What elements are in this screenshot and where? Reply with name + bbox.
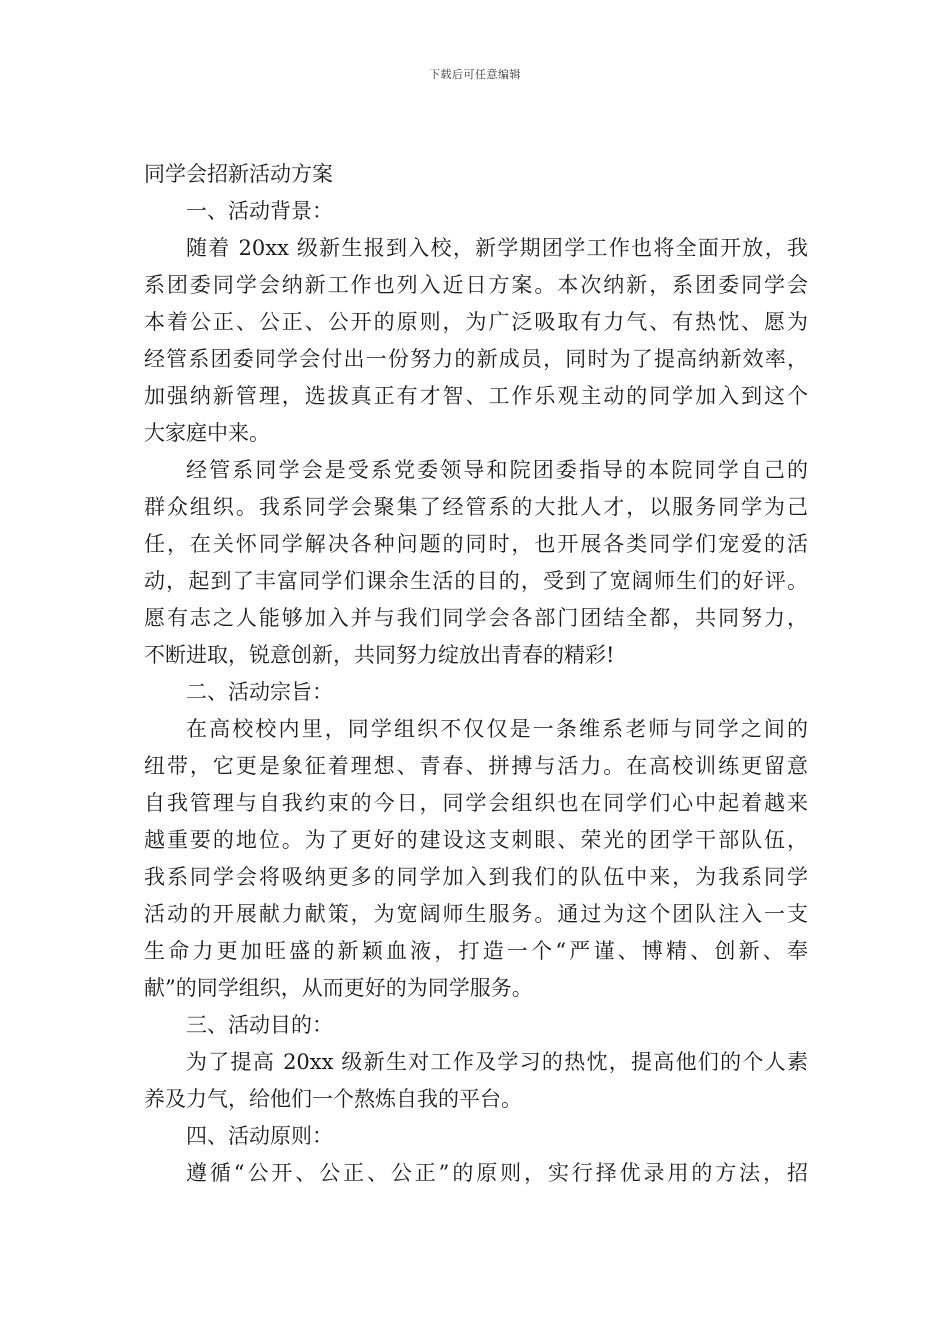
paragraph-line: 经管系团委同学会付出一份努力的新成员，同时为了提高纳新效率， <box>144 347 808 371</box>
paragraph-line: 我系同学会将吸纳更多的同学加入到我们的队伍中来，为我系同学 <box>144 865 808 889</box>
paragraph-line: 为了提高 20xx 级新生对工作及学习的热忱，提高他们的个人素 <box>186 1050 808 1074</box>
paragraph-line: 遵循“公开、公正、公正”的原则，实行择优录用的方法，招 <box>186 1161 808 1185</box>
section-heading-purpose: 二、活动宗旨： <box>186 680 333 704</box>
paragraph-line: 生命力更加旺盛的新颖血液，打造一个“严谨、博精、创新、奉 <box>144 939 808 963</box>
paragraph <box>144 1155 808 1192</box>
paragraph-line: 养及力气，给他们一个熬炼自我的平台。 <box>144 1087 522 1111</box>
paragraph-line: 活动的开展献力献策，为宽阔师生服务。通过为这个团队注入一支 <box>144 902 808 926</box>
paragraph-line: 纽带，它更是象征着理想、青春、拼搏与活力。在高校训练更留意 <box>144 754 808 778</box>
paragraph-line: 随着 20xx 级新生报到入校，新学期团学工作也将全面开放，我 <box>186 236 808 260</box>
paragraph-line: 本着公正、公正、公开的原则，为广泛吸取有力气、有热忱、愿为 <box>144 310 808 334</box>
paragraph-line: 越重要的地位。为了更好的建设这支刺眼、荣光的团学干部队伍， <box>144 828 808 852</box>
paragraph <box>144 1044 808 1118</box>
paragraph <box>144 230 808 452</box>
paragraph-line: 自我管理与自我约束的今日，同学会组织也在同学们心中起着越来 <box>144 791 808 815</box>
paragraph-line: 加强纳新管理，选拔真正有才智、工作乐观主动的同学加入到这个 <box>144 384 808 408</box>
paragraph-line: 愿有志之人能够加入并与我们同学会各部门团结全都，共同努力， <box>144 606 808 630</box>
paragraph <box>144 452 808 674</box>
paragraph-line: 大家庭中来。 <box>144 421 270 445</box>
paragraph-line: 经管系同学会是受系党委领导和院团委指导的本院同学自己的 <box>186 458 808 482</box>
section-heading-background: 一、活动背景： <box>186 199 333 223</box>
section-heading-goal: 三、活动目的： <box>186 1013 333 1037</box>
paragraph-line: 不断进取，锐意创新，共同努力绽放出青春的精彩! <box>144 643 615 667</box>
document-body <box>144 156 808 1192</box>
section-heading-principle: 四、活动原则： <box>186 1124 333 1148</box>
paragraph-line: 献”的同学组织，从而更好的为同学服务。 <box>144 976 533 1000</box>
paragraph <box>144 711 808 1007</box>
paragraph-line: 动，起到了丰富同学们课余生活的目的，受到了宽阔师生们的好评。 <box>144 569 808 593</box>
document-title: 同学会招新活动方案 <box>144 162 333 186</box>
page-header-note: 下载后可任意编辑 <box>429 68 521 81</box>
paragraph-line: 群众组织。我系同学会聚集了经管系的大批人才，以服务同学为己 <box>144 495 808 519</box>
paragraph-line: 在高校校内里，同学组织不仅仅是一条维系老师与同学之间的 <box>186 717 808 741</box>
paragraph-line: 任，在关怀同学解决各种问题的同时，也开展各类同学们宠爱的活 <box>144 532 808 556</box>
paragraph-line: 系团委同学会纳新工作也列入近日方案。本次纳新，系团委同学会 <box>144 273 808 297</box>
